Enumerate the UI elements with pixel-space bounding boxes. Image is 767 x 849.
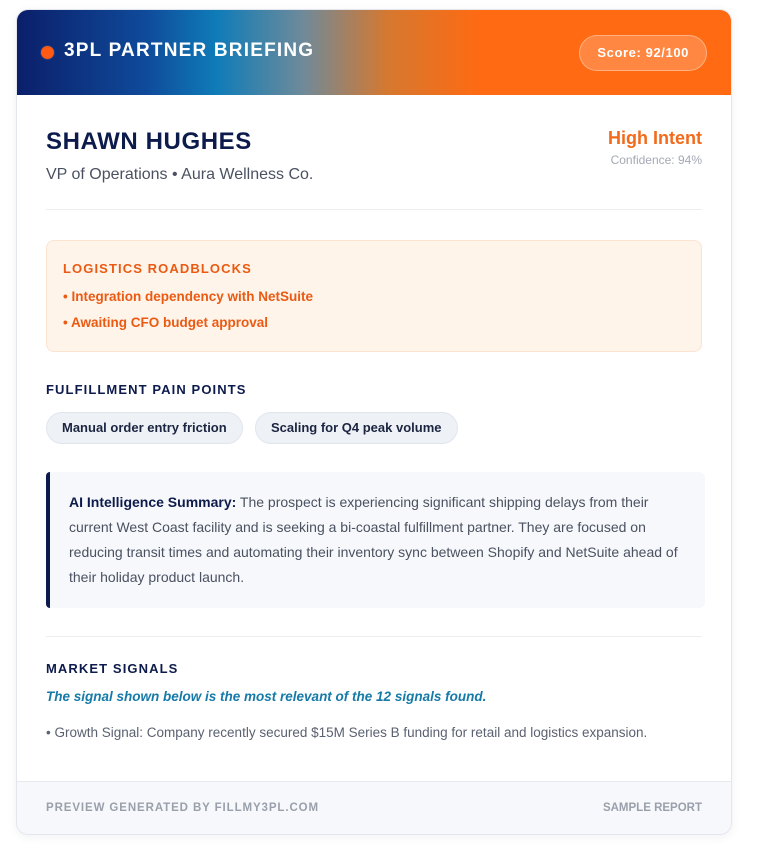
roadblocks-title: LOGISTICS ROADBLOCKS (63, 261, 252, 276)
prospect-role: VP of Operations • Aura Wellness Co. (46, 166, 314, 183)
prospect-name: SHAWN HUGHES (46, 128, 252, 155)
briefing-title: 3PL PARTNER BRIEFING (64, 40, 315, 61)
card-header (17, 10, 731, 95)
footer-credit: PREVIEW GENERATED BY FILLMY3PL.COM (46, 802, 319, 814)
ai-summary-label: AI Intelligence Summary: (69, 494, 237, 510)
section-divider (46, 209, 702, 210)
pain-points-title: FULFILLMENT PAIN POINTS (46, 382, 247, 397)
ai-summary-body: The prospect is experiencing significant shipping delays from their current West Coast facility and is seeking a bi-coastal fulfillment partner. They are focused on reducing transit times and automating their inventory sync between Shopify and NetSuite ahead of their holiday product launch. (69, 494, 678, 585)
confidence-label: Confidence: 94% (610, 153, 702, 167)
signal-item: • Growth Signal: Company recently secured $15M Series B funding for retail and logistics expansion. (46, 725, 648, 740)
signals-note: The signal shown below is the most relevant of the 12 signals found. (46, 689, 487, 704)
section-divider (46, 636, 702, 637)
intent-label: High Intent (608, 128, 702, 148)
card-footer (17, 781, 731, 835)
briefing-card (16, 9, 732, 835)
pain-point-tag: Scaling for Q4 peak volume (255, 412, 458, 444)
pain-point-tag: Manual order entry friction (46, 412, 243, 444)
roadblock-item: • Integration dependency with NetSuite (63, 289, 314, 304)
score-badge: Score: 92/100 (579, 35, 707, 71)
footer-sample-label: SAMPLE REPORT (602, 802, 702, 814)
roadblocks-panel (46, 240, 702, 352)
ai-summary-text (69, 490, 685, 590)
ai-summary-panel (46, 472, 705, 608)
roadblock-item: • Awaiting CFO budget approval (63, 315, 268, 330)
market-signals-title: MARKET SIGNALS (46, 661, 179, 676)
status-dot-icon (41, 46, 54, 59)
